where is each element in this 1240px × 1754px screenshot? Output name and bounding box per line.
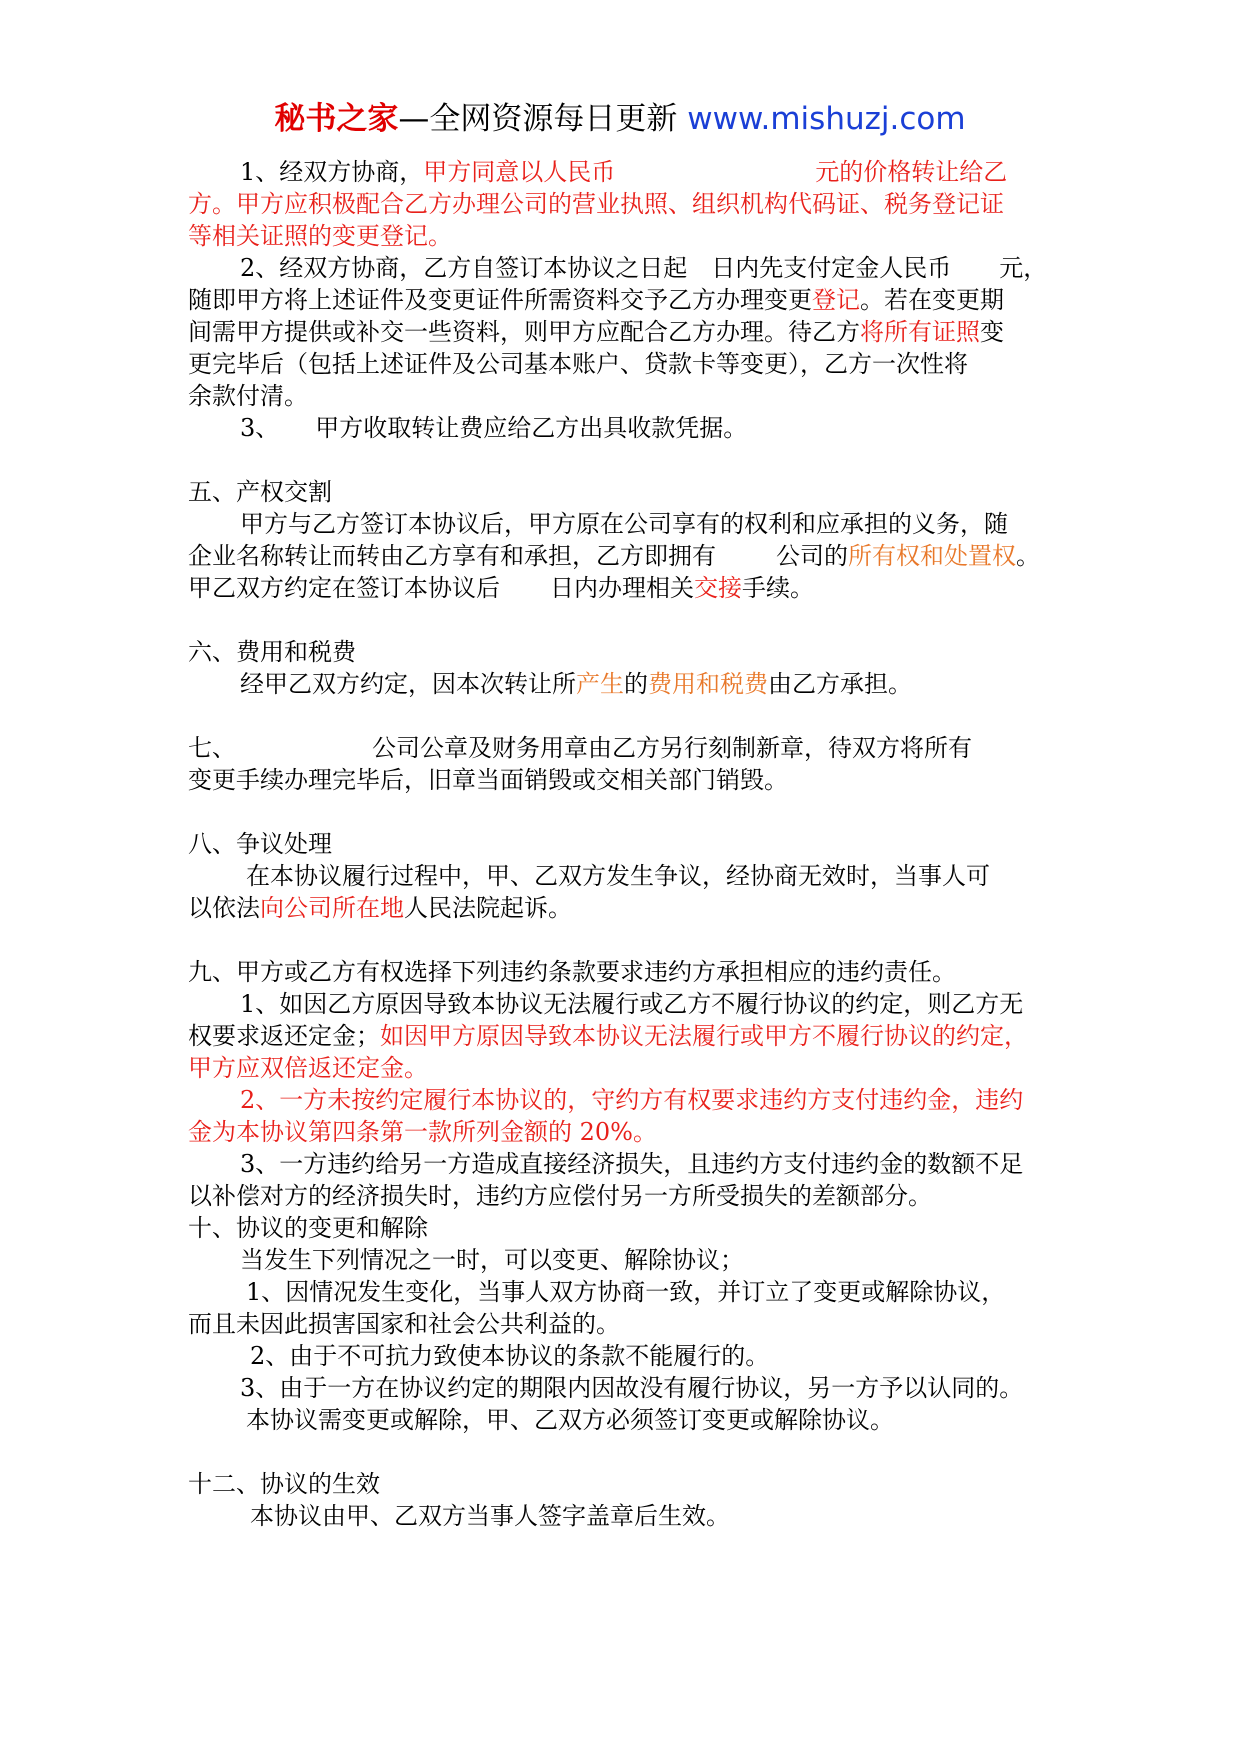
s10-intro: 当发生下列情况之一时，可以变更、解除协议； [240,1246,744,1274]
s9-p3-line2: 以补偿对方的经济损失时，违约方应偿付另一方所受损失的差额部分。 [188,1182,932,1210]
s5-line2: 企业名称转让而转由乙方享有和承担，乙方即拥有 公司的所有权和处置权。 [188,542,1040,570]
s9-p1-line3: 甲方应双倍返还定金。 [188,1054,428,1082]
s10-p3: 3、由于一方在协议约定的期限内因故没有履行协议，另一方予以认同的。 [240,1374,1024,1402]
s4-p2-line4: 更完毕后（包括上述证件及公司基本账户、贷款卡等变更），乙方一次性将 [188,350,968,378]
s4-p2-line1: 2、经双方协商，乙方自签订本协议之日起 日内先支付定金人民币 元， [240,254,1048,282]
header-tagline: —全网资源每日更新 [398,101,678,137]
s4-p1-line3: 等相关证照的变更登记。 [188,222,452,250]
s9-p1-line2: 权要求返还定金；如因甲方原因导致本协议无法履行或甲方不履行协议的约定， [188,1022,1028,1050]
s9-p2-line1: 2、一方未按约定履行本协议的，守约方有权要求违约方支付违约金，违约 [240,1086,1024,1114]
s10-p4: 本协议需变更或解除，甲、乙双方必须签订变更或解除协议。 [246,1406,894,1434]
s4-p1-line2: 方。甲方应积极配合乙方办理公司的营业执照、组织机构代码证、税务登记证 [188,190,1004,218]
s6-line1: 经甲乙双方约定，因本次转让所产生的费用和税费由乙方承担。 [240,670,912,698]
site-url-link[interactable]: www.mishuzj.com [687,101,966,137]
section-title-8: 八、争议处理 [188,830,332,858]
s4-p3: 3、 甲方收取转让费应给乙方出具收款凭据。 [240,414,748,442]
site-header [0,98,1240,140]
s4-p1-line1: 1、经双方协商，甲方同意以人民币 元的价格转让给乙 [240,158,1008,186]
section-title-12: 十二、协议的生效 [188,1470,380,1498]
section-title-10: 十、协议的变更和解除 [188,1214,428,1242]
s12-text: 本协议由甲、乙双方当事人签字盖章后生效。 [250,1502,730,1530]
s4-p2-line2: 随即甲方将上述证件及变更证件所需资料交予乙方办理变更登记。若在变更期 [188,286,1004,314]
s4-p2-line5: 余款付清。 [188,382,308,410]
s4-p2-line3: 间需甲方提供或补交一些资料，则甲方应配合乙方办理。待乙方将所有证照变 [188,318,1004,346]
section-title-5: 五、产权交割 [188,478,332,506]
s8-line1: 在本协议履行过程中，甲、乙双方发生争议，经协商无效时，当事人可 [246,862,990,890]
section-title-6: 六、费用和税费 [188,638,356,666]
s7-line1: 七、 公司公章及财务用章由乙方另行刻制新章，待双方将所有 [188,734,972,762]
s9-p1-line1: 1、如因乙方原因导致本协议无法履行或乙方不履行协议的约定，则乙方无 [240,990,1024,1018]
s10-p1-line1: 1、因情况发生变化，当事人双方协商一致，并订立了变更或解除协议， [246,1278,1006,1306]
brand-name: 秘书之家 [274,101,399,137]
s9-p3-line1: 3、一方违约给另一方造成直接经济损失，且违约方支付违约金的数额不足 [240,1150,1024,1178]
s10-p1-line2: 而且未因此损害国家和社会公共利益的。 [188,1310,620,1338]
s10-p2: 2、由于不可抗力致使本协议的条款不能履行的。 [250,1342,770,1370]
s5-line3: 甲乙双方约定在签订本协议后 日内办理相关交接手续。 [188,574,814,602]
s8-line2: 以依法向公司所在地人民法院起诉。 [188,894,572,922]
s9-p2-line2: 金为本协议第四条第一款所列金额的 20%。 [188,1118,657,1146]
s5-line1: 甲方与乙方签订本协议后，甲方原在公司享有的权利和应承担的义务，随 [240,510,1008,538]
document-body [188,156,1068,1532]
s7-line2: 变更手续办理完毕后，旧章当面销毁或交相关部门销毁。 [188,766,788,794]
section-title-9: 九、甲方或乙方有权选择下列违约条款要求违约方承担相应的违约责任。 [188,958,956,986]
